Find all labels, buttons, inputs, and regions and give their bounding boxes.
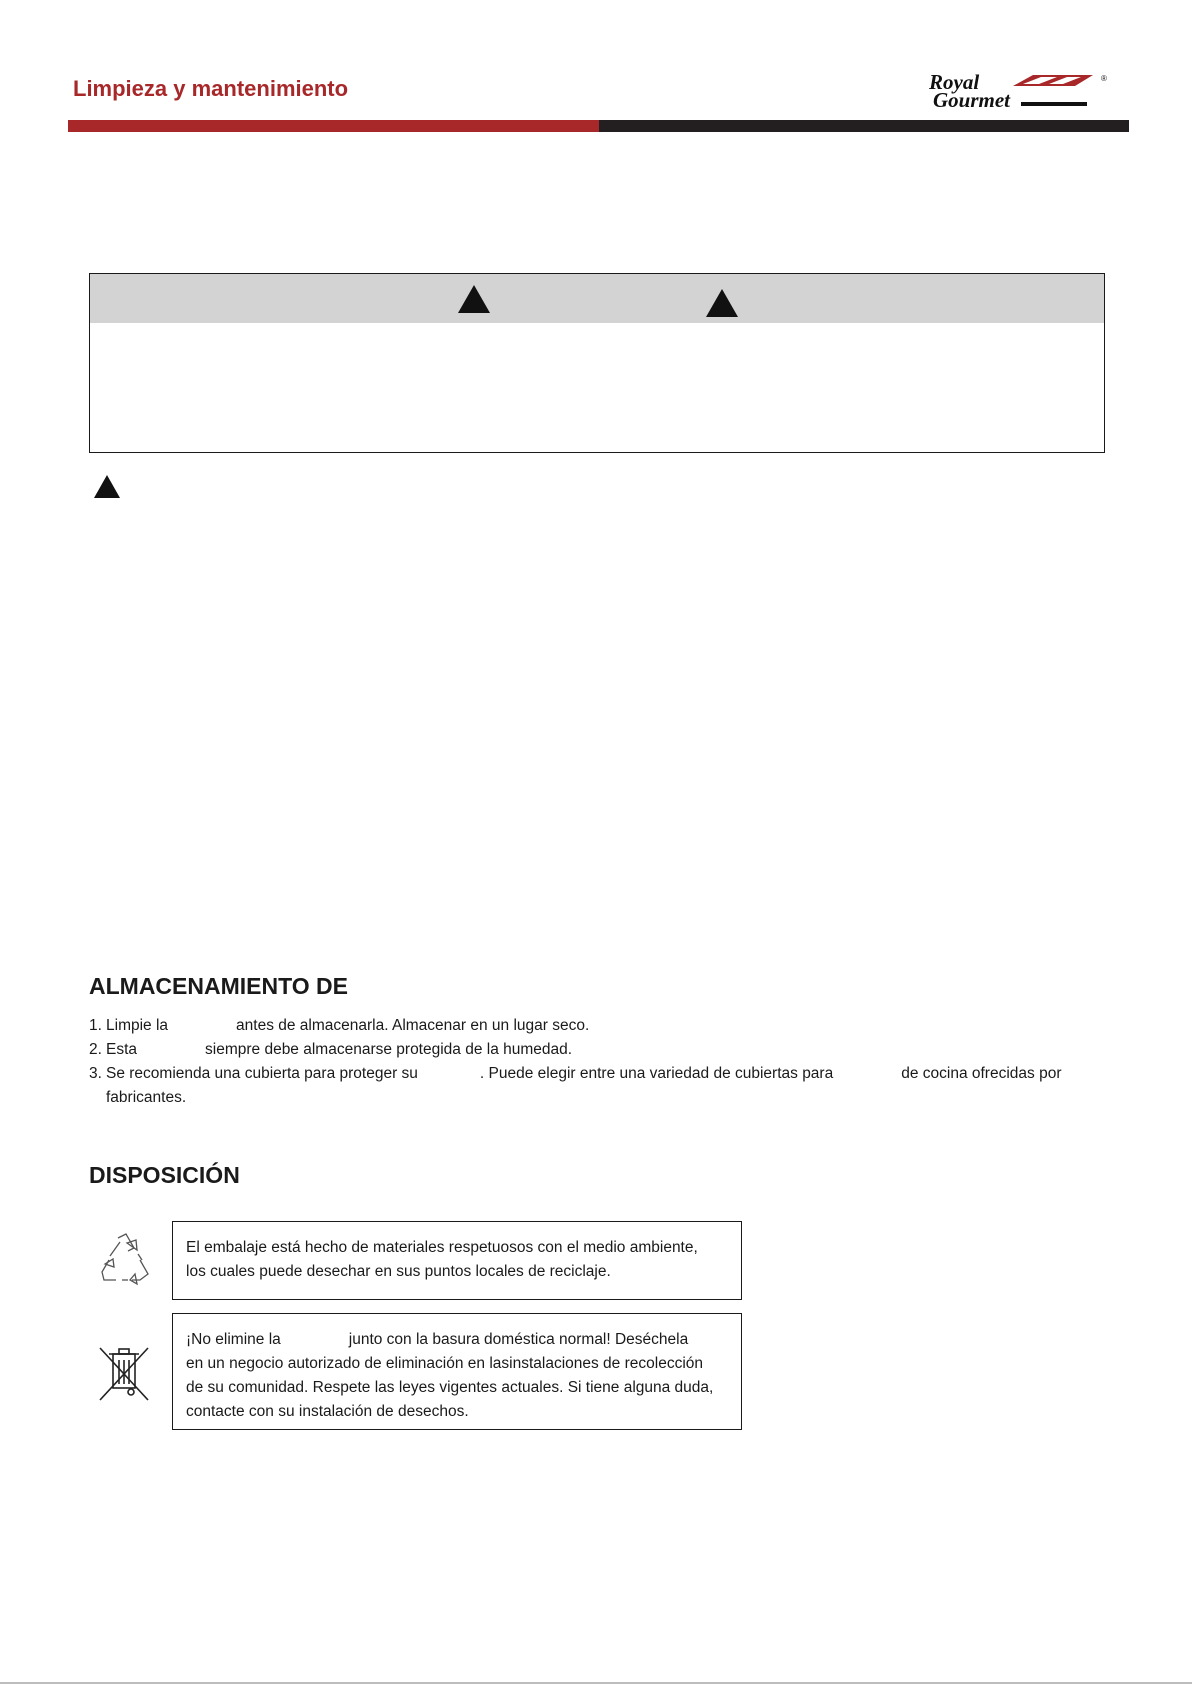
logo-line2: Gourmet [933,88,1011,112]
disposal-notice-box [172,1313,742,1430]
flame-stripes-icon [1013,75,1093,106]
storage-item-3-continuation: fabricantes. [106,1089,187,1106]
warning-box [89,273,1105,453]
disposal-notice-line-4: contacte con su instalación de desechos. [186,1403,469,1420]
warning-header-band [90,274,1104,323]
registered-mark: ® [1101,74,1107,83]
disposal-notice-line-3: de su comunidad. Respete las leyes vigentes actuales. Si tiene alguna duda, [186,1379,714,1396]
recycling-notice-line-2: los cuales puede desechar en sus puntos locales de reciclaje. [186,1263,611,1280]
header-bar-red [68,120,599,132]
header-bar-dark [599,120,1129,132]
warning-triangle-icon [458,285,490,313]
page-section-title: Limpieza y mantenimiento [73,76,349,101]
disposal-heading: DISPOSICIÓN [89,1162,240,1188]
storage-heading: ALMACENAMIENTO DE [89,973,348,999]
warning-triangle-icon [94,475,120,498]
page-bottom-edge [0,1682,1192,1684]
disposal-notice-line-1: ¡No elimine la junto con la basura doméstica normal! Deséchela [186,1331,689,1348]
storage-item-2: 2. Esta siempre debe almacenarse protegida de la humedad. [89,1041,573,1058]
royal-gourmet-logo [925,72,1111,112]
storage-list [89,1014,1109,1110]
crossed-bin-icon [96,1344,152,1404]
recycle-icon [96,1230,156,1290]
recycling-notice-line-1: El embalaje está hecho de materiales respetuosos con el medio ambiente, [186,1239,698,1256]
storage-item-3: 3. Se recomienda una cubierta para proteger su . Puede elegir entre una variedad de cubiertas para de cocina ofrecidas por [89,1065,1062,1082]
warning-triangle-icon [706,289,738,317]
recycling-notice-box [172,1221,742,1300]
disposal-notice-line-2: en un negocio autorizado de eliminación en lasinstalaciones de recolección [186,1355,704,1372]
logo-line1: Royal [929,72,980,94]
storage-item-1: 1. Limpie la antes de almacenarla. Almacenar en un lugar seco. [89,1017,590,1034]
